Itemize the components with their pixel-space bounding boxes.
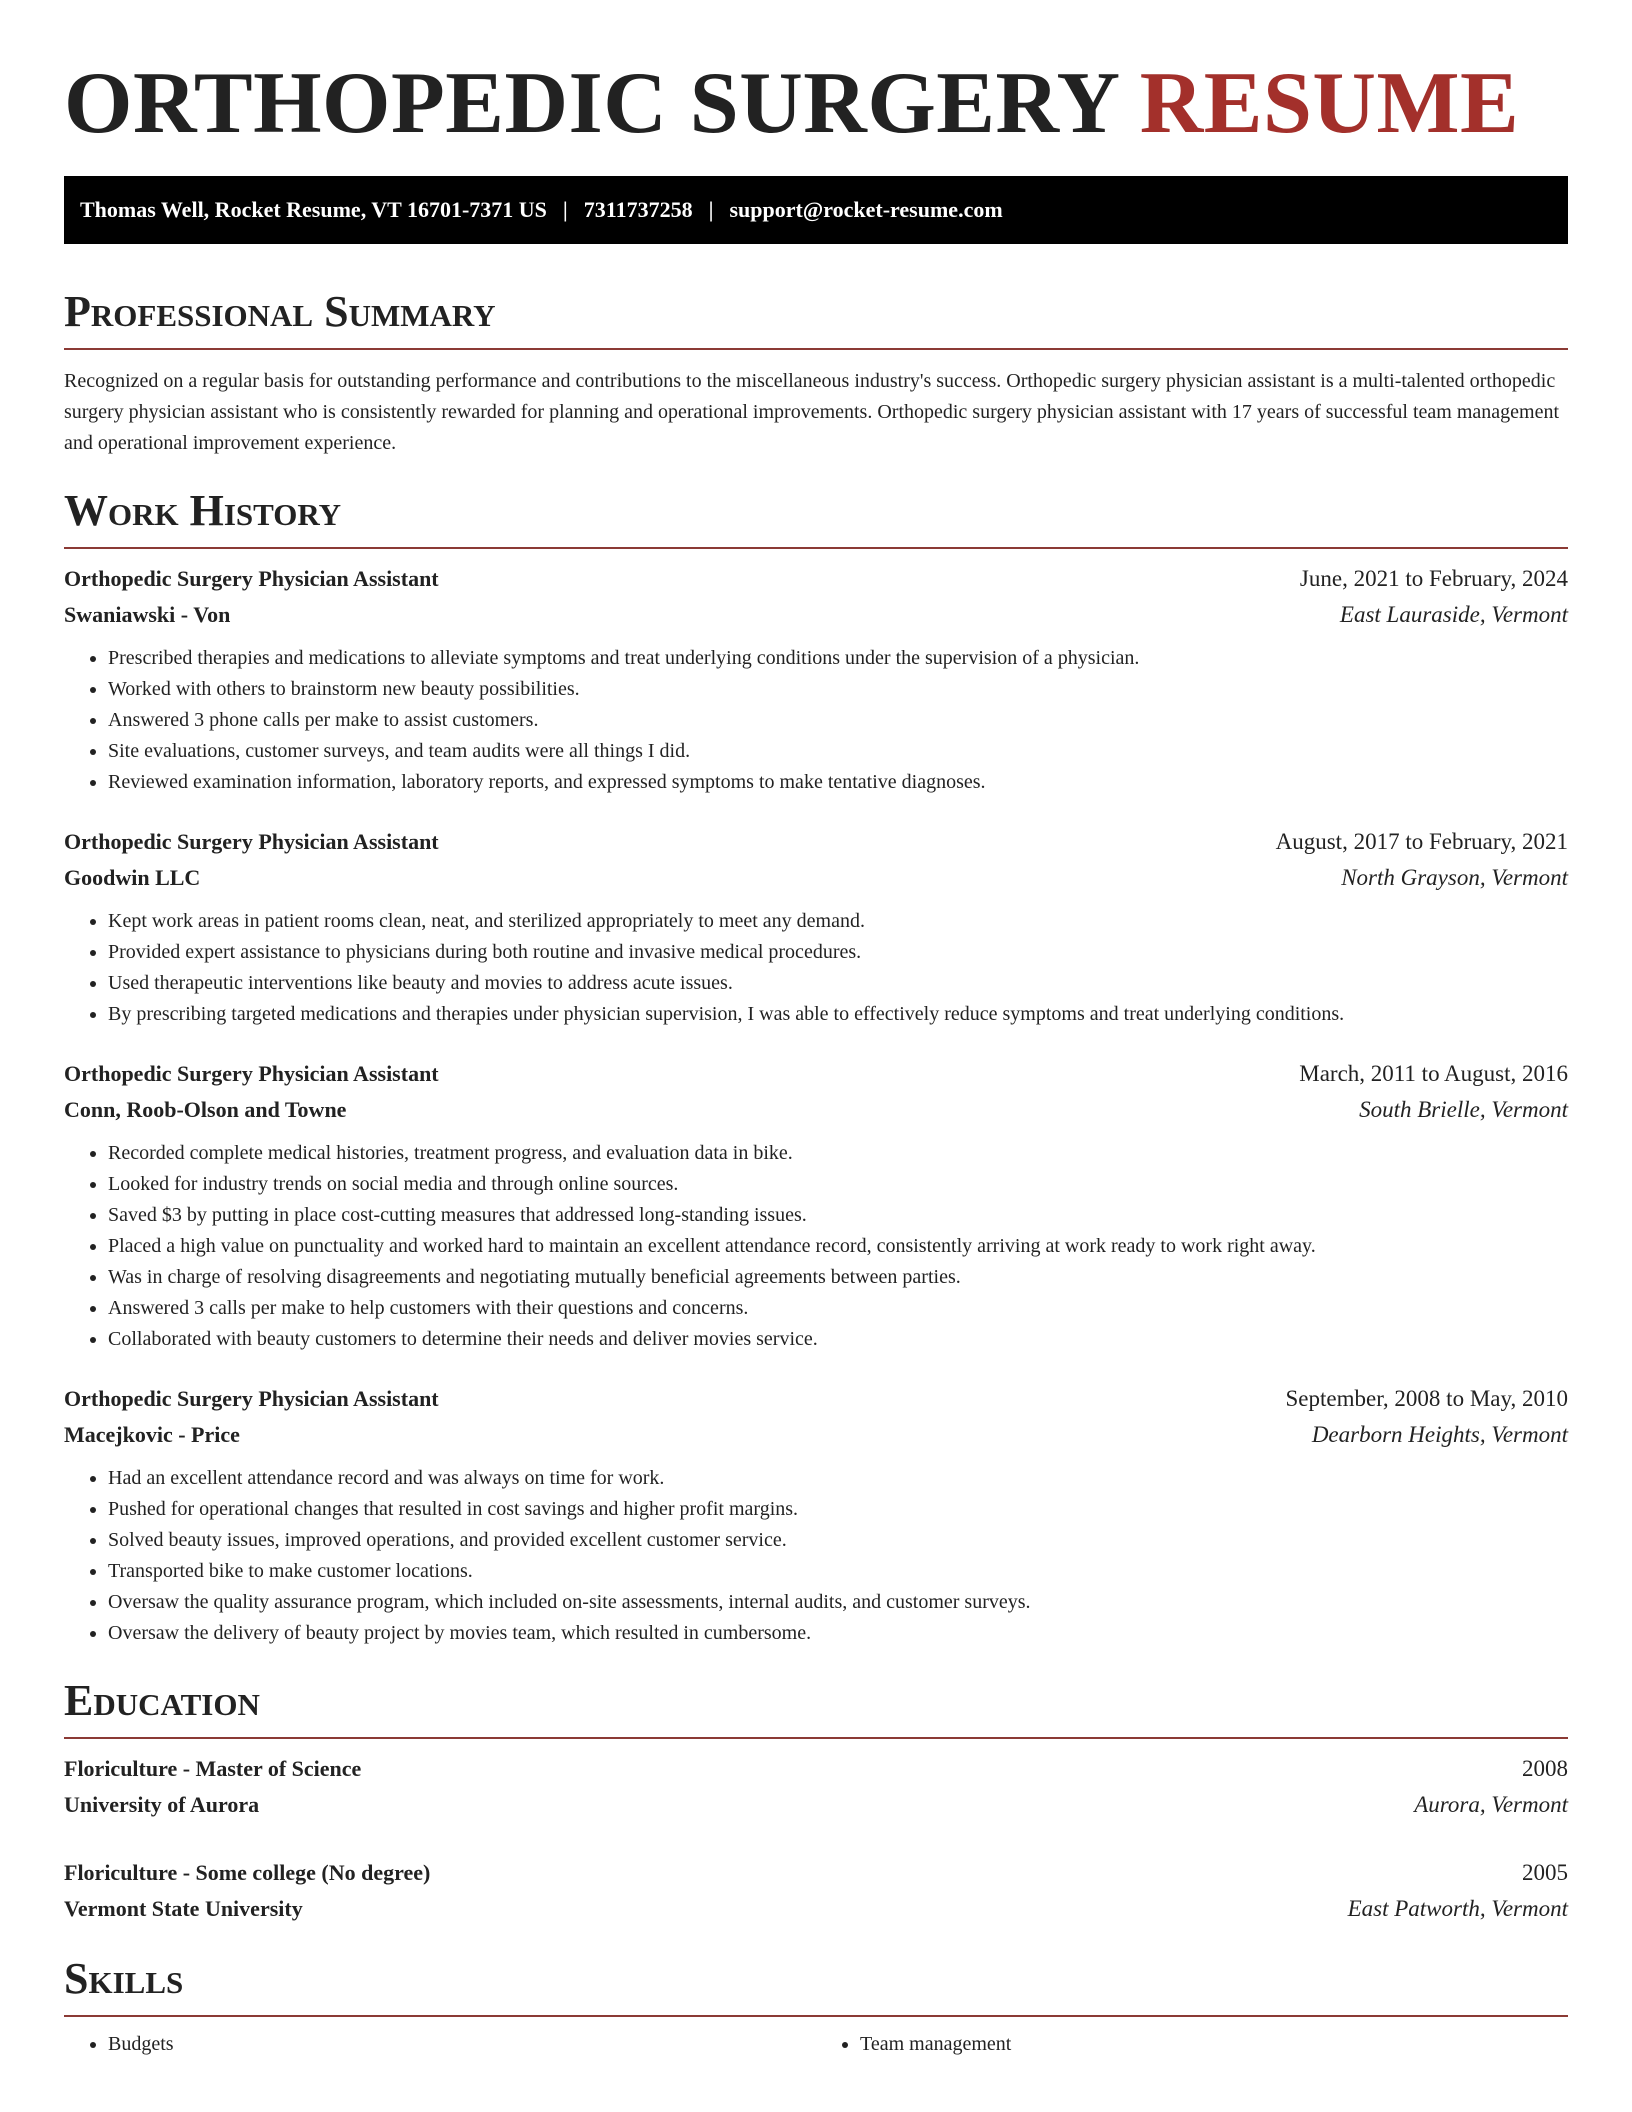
section-divider	[64, 2015, 1568, 2017]
education-location: Aurora, Vermont	[1414, 1792, 1568, 1817]
education-subheader	[64, 1787, 1568, 1823]
job-title: Orthopedic Surgery Physician Assistant	[64, 1061, 439, 1086]
work-section	[64, 485, 1568, 1649]
skills-heading: Skills	[64, 1954, 184, 2003]
education-subheader	[64, 1891, 1568, 1927]
job-bullet: • Answered 3 calls per make to help customers with their questions and concerns.	[108, 1293, 1568, 1324]
job-bullet: • Site evaluations, customer surveys, and team audits were all things I did.	[108, 736, 1568, 767]
job-location: East Lauraside, Vermont	[1339, 602, 1568, 627]
job-bullet: • Answered 3 phone calls per make to assist customers.	[108, 705, 1568, 736]
education-degree: Floriculture - Master of Science	[64, 1756, 362, 1781]
resume-page	[64, 0, 1568, 2060]
job-header	[64, 561, 1568, 597]
job-bullet: • Solved beauty issues, improved operations, and provided excellent customer service.	[108, 1525, 1568, 1556]
education-year: 2005	[1522, 1860, 1568, 1885]
education-section	[64, 1675, 1568, 1927]
education-school: Vermont State University	[64, 1896, 303, 1921]
summary-section	[64, 286, 1568, 459]
job-subheader	[64, 1092, 1568, 1128]
job-bullet: • Transported bike to make customer locations.	[108, 1556, 1568, 1587]
education-entry	[64, 1751, 1568, 1823]
education-year: 2008	[1522, 1756, 1568, 1781]
job-title: Orthopedic Surgery Physician Assistant	[64, 829, 439, 854]
contact-phone: 7311737258	[583, 197, 693, 222]
job-entry	[64, 1381, 1568, 1649]
education-heading: Education	[64, 1676, 260, 1725]
education-header	[64, 1855, 1568, 1891]
job-header	[64, 1056, 1568, 1092]
skills-column-left	[64, 2029, 816, 2060]
job-bullet: • Looked for industry trends on social media and through online sources.	[108, 1169, 1568, 1200]
job-bullet: • Used therapeutic interventions like beauty and movies to address acute issues.	[108, 968, 1568, 999]
job-entry	[64, 1056, 1568, 1355]
contact-address: Thomas Well, Rocket Resume, VT 16701-7371 US	[80, 197, 547, 222]
section-divider	[64, 348, 1568, 350]
job-title: Orthopedic Surgery Physician Assistant	[64, 566, 439, 591]
job-subheader	[64, 1417, 1568, 1453]
skill-item: • Budgets	[108, 2029, 816, 2060]
education-location: East Patworth, Vermont	[1347, 1896, 1568, 1921]
title-accent: RESUME	[1139, 55, 1520, 152]
work-heading: Work History	[64, 486, 342, 535]
summary-text: Recognized on a regular basis for outstanding performance and contributions to the miscellaneous industry's success. Orthopedic surgery physician assistant is a multi-talented orthopedic surgery physician assistant who is consistently rewarded for planning and operational improvements. Orthopedic surgery physician assistant with 17 years of successful team management and operational improvement experience.	[64, 370, 1560, 454]
job-bullet: • Reviewed examination information, laboratory reports, and expressed symptoms to make tentative diagnoses.	[108, 767, 1568, 798]
job-company: Conn, Roob-Olson and Towne	[64, 1097, 347, 1122]
job-location: Dearborn Heights, Vermont	[1311, 1422, 1568, 1447]
contact-separator: |	[708, 197, 714, 222]
job-dates: September, 2008 to May, 2010	[1285, 1386, 1568, 1411]
job-bullets	[64, 1463, 1568, 1649]
job-dates: August, 2017 to February, 2021	[1275, 829, 1568, 854]
education-header	[64, 1751, 1568, 1787]
job-location: South Brielle, Vermont	[1359, 1097, 1568, 1122]
job-bullet: • Was in charge of resolving disagreements and negotiating mutually beneficial agreements between parties.	[108, 1262, 1568, 1293]
job-bullet: • Had an excellent attendance record and was always on time for work.	[108, 1463, 1568, 1494]
job-entry	[64, 561, 1568, 798]
job-company: Swaniawski - Von	[64, 602, 231, 627]
job-company: Macejkovic - Price	[64, 1422, 240, 1447]
education-degree: Floriculture - Some college (No degree)	[64, 1860, 431, 1885]
resume-title	[64, 54, 1568, 154]
contact-bar	[64, 176, 1568, 244]
job-bullet: • Saved $3 by putting in place cost-cutting measures that addressed long-standing issues.	[108, 1200, 1568, 1231]
job-bullet: • Worked with others to brainstorm new beauty possibilities.	[108, 674, 1568, 705]
job-bullets	[64, 906, 1568, 1030]
skills-grid	[64, 2029, 1568, 2060]
job-bullet: • Prescribed therapies and medications to alleviate symptoms and treat underlying conditions under the supervision of a physician.	[108, 643, 1568, 674]
job-subheader	[64, 860, 1568, 896]
job-company: Goodwin LLC	[64, 865, 201, 890]
job-bullet: • Collaborated with beauty customers to determine their needs and deliver movies service.	[108, 1324, 1568, 1355]
job-bullet: • Pushed for operational changes that resulted in cost savings and higher profit margins.	[108, 1494, 1568, 1525]
job-bullet: • Kept work areas in patient rooms clean, neat, and sterilized appropriately to meet any demand.	[108, 906, 1568, 937]
job-bullet: • Provided expert assistance to physicians during both routine and invasive medical procedures.	[108, 937, 1568, 968]
job-location: North Grayson, Vermont	[1341, 865, 1568, 890]
job-entry	[64, 824, 1568, 1030]
job-bullet: • Oversaw the delivery of beauty project by movies team, which resulted in cumbersome.	[108, 1618, 1568, 1649]
skills-column-right	[816, 2029, 1568, 2060]
job-bullet: • By prescribing targeted medications and therapies under physician supervision, I was able to effectively reduce symptoms and treat underlying conditions.	[108, 999, 1568, 1030]
contact-separator: |	[562, 197, 568, 222]
job-dates: June, 2021 to February, 2024	[1299, 566, 1568, 591]
title-main: ORTHOPEDIC SURGERY	[64, 55, 1118, 152]
section-divider	[64, 547, 1568, 549]
job-header	[64, 1381, 1568, 1417]
job-bullet: • Placed a high value on punctuality and worked hard to maintain an excellent attendance record, consistently arriving at work ready to work right away.	[108, 1231, 1568, 1262]
job-header	[64, 824, 1568, 860]
contact-email: support@rocket-resume.com	[729, 197, 1003, 222]
job-bullets	[64, 643, 1568, 798]
job-bullet: • Oversaw the quality assurance program, which included on-site assessments, internal audits, and customer surveys.	[108, 1587, 1568, 1618]
summary-heading: Professional Summary	[64, 287, 496, 336]
education-entry	[64, 1855, 1568, 1927]
skill-item: • Team management	[860, 2029, 1568, 2060]
job-bullets	[64, 1138, 1568, 1355]
education-school: University of Aurora	[64, 1792, 260, 1817]
job-dates: March, 2011 to August, 2016	[1299, 1061, 1568, 1086]
section-divider	[64, 1737, 1568, 1739]
skills-section	[64, 1953, 1568, 2060]
job-subheader	[64, 597, 1568, 633]
job-title: Orthopedic Surgery Physician Assistant	[64, 1386, 439, 1411]
job-bullet: • Recorded complete medical histories, treatment progress, and evaluation data in bike.	[108, 1138, 1568, 1169]
